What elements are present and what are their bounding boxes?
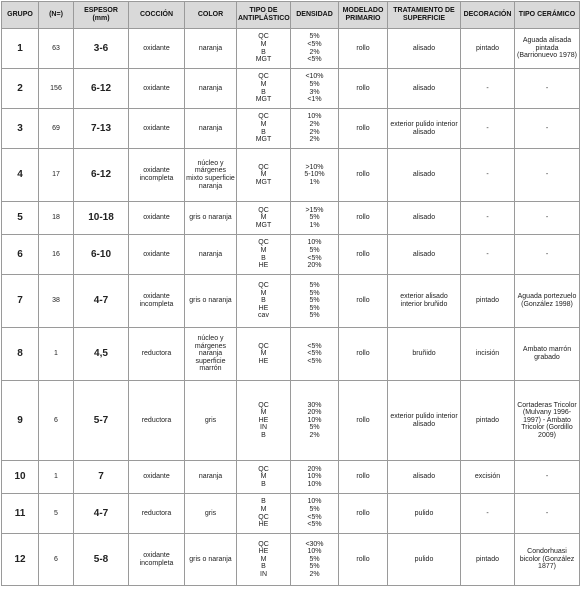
cell-espesor: 5-7 bbox=[74, 381, 129, 461]
cell-tipo: - bbox=[515, 149, 580, 202]
cell-densidad: 30% 20% 10% 5% 2% bbox=[291, 381, 339, 461]
cell-n: 156 bbox=[39, 69, 74, 109]
cell-n: 38 bbox=[39, 275, 74, 328]
cell-coccion: oxidante incompleta bbox=[129, 534, 185, 586]
table-row bbox=[2, 275, 580, 328]
cell-grupo: 9 bbox=[2, 381, 39, 461]
cell-grupo: 3 bbox=[2, 109, 39, 149]
cell-grupo: 2 bbox=[2, 69, 39, 109]
cell-espesor: 6-12 bbox=[74, 149, 129, 202]
cell-tratamiento: alisado bbox=[388, 69, 461, 109]
header-color: COLOR bbox=[185, 2, 237, 29]
cell-densidad: >15% 5% 1% bbox=[291, 202, 339, 235]
cell-modelado: rollo bbox=[339, 381, 388, 461]
cell-tratamiento: pulido bbox=[388, 534, 461, 586]
table-row bbox=[2, 109, 580, 149]
cell-decoracion: - bbox=[461, 109, 515, 149]
cell-modelado: rollo bbox=[339, 109, 388, 149]
cell-grupo: 4 bbox=[2, 149, 39, 202]
cell-modelado: rollo bbox=[339, 534, 388, 586]
cell-decoracion: - bbox=[461, 149, 515, 202]
cell-tipo: - bbox=[515, 69, 580, 109]
cell-espesor: 7-13 bbox=[74, 109, 129, 149]
cell-espesor: 6-12 bbox=[74, 69, 129, 109]
cell-densidad: <10% 5% 3% <1% bbox=[291, 69, 339, 109]
ceramic-groups-table bbox=[1, 1, 580, 586]
cell-coccion: oxidante bbox=[129, 69, 185, 109]
cell-modelado: rollo bbox=[339, 461, 388, 494]
cell-decoracion: pintado bbox=[461, 29, 515, 69]
cell-color: naranja bbox=[185, 235, 237, 275]
header-n: (N=) bbox=[39, 2, 74, 29]
cell-espesor: 4-7 bbox=[74, 275, 129, 328]
cell-tratamiento: bruñido bbox=[388, 328, 461, 381]
cell-densidad: 5% 5% 5% 5% 5% bbox=[291, 275, 339, 328]
cell-n: 1 bbox=[39, 328, 74, 381]
table-row bbox=[2, 149, 580, 202]
cell-decoracion: pintado bbox=[461, 275, 515, 328]
cell-coccion: oxidante bbox=[129, 202, 185, 235]
cell-modelado: rollo bbox=[339, 202, 388, 235]
cell-densidad: <30% 10% 5% 5% 2% bbox=[291, 534, 339, 586]
header-decoracion: DECORACIÓN bbox=[461, 2, 515, 29]
cell-decoracion: incisión bbox=[461, 328, 515, 381]
cell-n: 5 bbox=[39, 494, 74, 534]
cell-tipo: - bbox=[515, 461, 580, 494]
cell-tipo: Condorhuasi bicolor (González 1877) bbox=[515, 534, 580, 586]
cell-antiplastico: QC M MGT bbox=[237, 202, 291, 235]
header-modelado: MODELADO PRIMARIO bbox=[339, 2, 388, 29]
table-row bbox=[2, 328, 580, 381]
cell-modelado: rollo bbox=[339, 235, 388, 275]
cell-grupo: 5 bbox=[2, 202, 39, 235]
cell-color: naranja bbox=[185, 69, 237, 109]
cell-modelado: rollo bbox=[339, 275, 388, 328]
cell-coccion: reductora bbox=[129, 494, 185, 534]
header-espesor: ESPESOR (mm) bbox=[74, 2, 129, 29]
cell-color: gris o naranja bbox=[185, 534, 237, 586]
cell-densidad: 10% 5% <5% 20% bbox=[291, 235, 339, 275]
cell-color: gris bbox=[185, 381, 237, 461]
cell-tipo: Aguada alisada pintada (Barrionuevo 1978) bbox=[515, 29, 580, 69]
cell-n: 1 bbox=[39, 461, 74, 494]
cell-n: 69 bbox=[39, 109, 74, 149]
cell-grupo: 8 bbox=[2, 328, 39, 381]
cell-modelado: rollo bbox=[339, 29, 388, 69]
cell-color: gris o naranja bbox=[185, 275, 237, 328]
cell-espesor: 5-8 bbox=[74, 534, 129, 586]
cell-grupo: 7 bbox=[2, 275, 39, 328]
cell-antiplastico: QC M B MGT bbox=[237, 29, 291, 69]
table-row bbox=[2, 29, 580, 69]
cell-coccion: oxidante bbox=[129, 235, 185, 275]
table-row bbox=[2, 202, 580, 235]
cell-decoracion: - bbox=[461, 202, 515, 235]
cell-densidad: 10% 2% 2% 2% bbox=[291, 109, 339, 149]
cell-decoracion: excisión bbox=[461, 461, 515, 494]
cell-densidad: 5% <5% 2% <5% bbox=[291, 29, 339, 69]
cell-color: naranja bbox=[185, 29, 237, 69]
cell-tipo: Ambato marrón grabado bbox=[515, 328, 580, 381]
table-row bbox=[2, 235, 580, 275]
cell-tratamiento: alisado bbox=[388, 235, 461, 275]
cell-tratamiento: alisado bbox=[388, 202, 461, 235]
cell-coccion: oxidante incompleta bbox=[129, 275, 185, 328]
table-row bbox=[2, 69, 580, 109]
cell-tratamiento: exterior pulido interior alisado bbox=[388, 109, 461, 149]
cell-n: 6 bbox=[39, 534, 74, 586]
cell-tipo: - bbox=[515, 109, 580, 149]
cell-tratamiento: exterior alisado interior bruñido bbox=[388, 275, 461, 328]
cell-coccion: reductora bbox=[129, 381, 185, 461]
cell-modelado: rollo bbox=[339, 328, 388, 381]
cell-coccion: oxidante incompleta bbox=[129, 149, 185, 202]
cell-coccion: oxidante bbox=[129, 109, 185, 149]
cell-espesor: 7 bbox=[74, 461, 129, 494]
cell-n: 17 bbox=[39, 149, 74, 202]
cell-antiplastico: QC HE M B IN bbox=[237, 534, 291, 586]
cell-grupo: 1 bbox=[2, 29, 39, 69]
cell-tratamiento: alisado bbox=[388, 149, 461, 202]
cell-modelado: rollo bbox=[339, 149, 388, 202]
cell-n: 6 bbox=[39, 381, 74, 461]
cell-antiplastico: QC M B HE bbox=[237, 235, 291, 275]
cell-espesor: 6-10 bbox=[74, 235, 129, 275]
cell-antiplastico: QC M B MGT bbox=[237, 69, 291, 109]
cell-antiplastico: QC M B MGT bbox=[237, 109, 291, 149]
table-row bbox=[2, 494, 580, 534]
cell-tratamiento: alisado bbox=[388, 29, 461, 69]
cell-decoracion: - bbox=[461, 235, 515, 275]
table-header-row bbox=[2, 2, 580, 29]
cell-antiplastico: QC M B bbox=[237, 461, 291, 494]
header-coccion: COCCIÓN bbox=[129, 2, 185, 29]
cell-decoracion: - bbox=[461, 69, 515, 109]
cell-color: núcleo y márgenes mixto superficie naranja bbox=[185, 149, 237, 202]
cell-tipo: - bbox=[515, 202, 580, 235]
cell-antiplastico: QC M B HE cav bbox=[237, 275, 291, 328]
cell-tratamiento: pulido bbox=[388, 494, 461, 534]
cell-densidad: 20% 10% 10% bbox=[291, 461, 339, 494]
cell-tipo: - bbox=[515, 494, 580, 534]
header-tratamiento: TRATAMIENTO DE SUPERFICIE bbox=[388, 2, 461, 29]
cell-decoracion: pintado bbox=[461, 381, 515, 461]
cell-decoracion: pintado bbox=[461, 534, 515, 586]
cell-tratamiento: exterior pulido interior alisado bbox=[388, 381, 461, 461]
cell-tipo: Aguada portezuelo (González 1998) bbox=[515, 275, 580, 328]
cell-modelado: rollo bbox=[339, 494, 388, 534]
cell-decoracion: - bbox=[461, 494, 515, 534]
cell-n: 63 bbox=[39, 29, 74, 69]
cell-densidad: <5% <5% <5% bbox=[291, 328, 339, 381]
cell-color: gris bbox=[185, 494, 237, 534]
cell-coccion: oxidante bbox=[129, 461, 185, 494]
cell-grupo: 12 bbox=[2, 534, 39, 586]
header-antiplastico: TIPO DE ANTIPLÁSTICO bbox=[237, 2, 291, 29]
cell-n: 18 bbox=[39, 202, 74, 235]
table-row bbox=[2, 381, 580, 461]
cell-grupo: 10 bbox=[2, 461, 39, 494]
cell-modelado: rollo bbox=[339, 69, 388, 109]
cell-coccion: reductora bbox=[129, 328, 185, 381]
header-densidad: DENSIDAD bbox=[291, 2, 339, 29]
table-row bbox=[2, 534, 580, 586]
cell-tratamiento: alisado bbox=[388, 461, 461, 494]
cell-espesor: 4-7 bbox=[74, 494, 129, 534]
cell-espesor: 4,5 bbox=[74, 328, 129, 381]
cell-grupo: 11 bbox=[2, 494, 39, 534]
cell-antiplastico: QC M HE IN B bbox=[237, 381, 291, 461]
cell-color: naranja bbox=[185, 461, 237, 494]
cell-n: 16 bbox=[39, 235, 74, 275]
cell-tipo: - bbox=[515, 235, 580, 275]
cell-color: naranja bbox=[185, 109, 237, 149]
cell-densidad: 10% 5% <5% <5% bbox=[291, 494, 339, 534]
cell-tipo: Cortaderas Tricolor (Mulvany 1996-1997) - Ambato Tricolor (Gordillo 2009) bbox=[515, 381, 580, 461]
cell-espesor: 3-6 bbox=[74, 29, 129, 69]
header-tipo: TIPO CERÁMICO bbox=[515, 2, 580, 29]
cell-grupo: 6 bbox=[2, 235, 39, 275]
table-row bbox=[2, 461, 580, 494]
cell-coccion: oxidante bbox=[129, 29, 185, 69]
cell-antiplastico: QC M MGT bbox=[237, 149, 291, 202]
cell-antiplastico: B M QC HE bbox=[237, 494, 291, 534]
cell-antiplastico: QC M HE bbox=[237, 328, 291, 381]
cell-color: gris o naranja bbox=[185, 202, 237, 235]
cell-densidad: >10% 5-10% 1% bbox=[291, 149, 339, 202]
cell-espesor: 10-18 bbox=[74, 202, 129, 235]
header-grupo: GRUPO bbox=[2, 2, 39, 29]
cell-color: núcleo y márgenes naranja superficie marrón bbox=[185, 328, 237, 381]
